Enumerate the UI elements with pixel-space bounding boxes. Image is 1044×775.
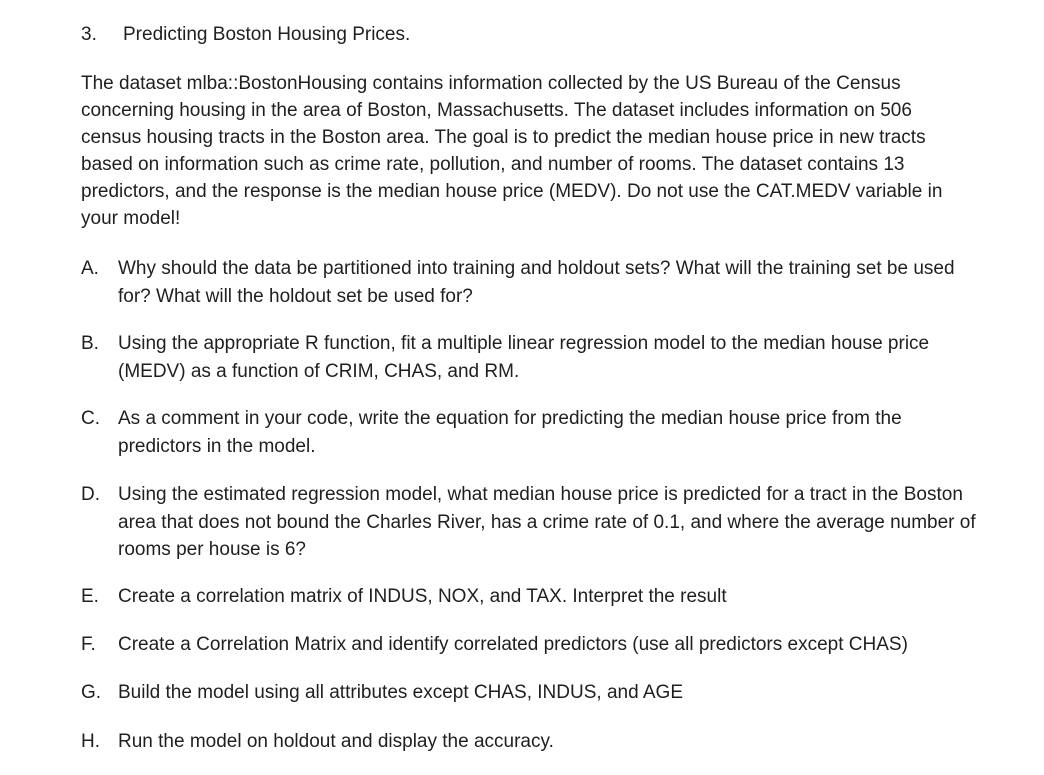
item-letter: D.	[81, 484, 100, 505]
item-text	[118, 405, 1031, 460]
item-text	[118, 631, 1031, 659]
item-line: Using the estimated regression model, what median house price is predicted for a tract in the Boston	[118, 484, 963, 505]
list-item-h	[81, 728, 1031, 756]
item-letter: B.	[81, 333, 99, 354]
item-letter: G.	[81, 682, 102, 703]
item-line: Run the model on holdout and display the accuracy.	[118, 731, 554, 752]
intro-line: your model!	[81, 208, 181, 229]
intro-line: based on information such as crime rate, pollution, and number of rooms. The dataset contains 13	[81, 154, 905, 175]
item-line: Create a Correlation Matrix and identify correlated predictors (use all predictors except CHAS)	[118, 634, 908, 655]
list-item-f	[81, 631, 1031, 659]
list-item-g	[81, 679, 1031, 707]
item-text	[118, 583, 1031, 611]
question-heading	[81, 22, 410, 48]
item-line: area that does not bound the Charles River, has a crime rate of 0.1, and where the average number of	[118, 511, 976, 533]
item-line: rooms per house is 6?	[118, 539, 306, 560]
list-item-a	[81, 255, 1031, 310]
item-letter: E.	[81, 586, 99, 607]
question-number: 3.	[81, 24, 97, 45]
list-item-e	[81, 583, 1031, 611]
item-letter: C.	[81, 408, 100, 429]
item-line: Build the model using all attributes except CHAS, INDUS, and AGE	[118, 682, 683, 703]
intro-line: The dataset mlba::BostonHousing contains information collected by the US Bureau of the Census	[81, 73, 901, 94]
intro-line: concerning housing in the area of Boston, Massachusetts. The dataset includes information on 506	[81, 100, 912, 121]
question-title: Predicting Boston Housing Prices.	[123, 24, 411, 45]
item-line: As a comment in your code, write the equation for predicting the median house price from the	[118, 408, 902, 429]
item-text	[118, 255, 1031, 310]
intro-line: predictors, and the response is the median house price (MEDV). Do not use the CAT.MEDV variable in	[81, 181, 943, 202]
item-line: Create a correlation matrix of INDUS, NOX, and TAX. Interpret the result	[118, 586, 727, 607]
intro-paragraph	[81, 70, 1011, 232]
list-item-b	[81, 330, 1031, 385]
item-line: (MEDV) as a function of CRIM, CHAS, and RM.	[118, 360, 520, 382]
item-letter: A.	[81, 258, 99, 279]
list-item-c	[81, 405, 1031, 460]
intro-line: census housing tracts in the Boston area. The goal is to predict the median house price in new tracts	[81, 127, 926, 148]
item-line: Why should the data be partitioned into training and holdout sets? What will the training set be used	[118, 258, 955, 279]
item-text	[118, 679, 1031, 707]
item-text	[118, 481, 1031, 564]
item-letter: F.	[81, 634, 96, 655]
item-letter: H.	[81, 731, 100, 752]
item-line: Using the appropriate R function, fit a multiple linear regression model to the median house price	[118, 333, 930, 354]
item-text	[118, 330, 1031, 385]
item-text	[118, 728, 1031, 756]
list-item-d	[81, 481, 1031, 564]
item-line: for? What will the holdout set be used for?	[118, 285, 473, 307]
item-line: predictors in the model.	[118, 435, 316, 457]
